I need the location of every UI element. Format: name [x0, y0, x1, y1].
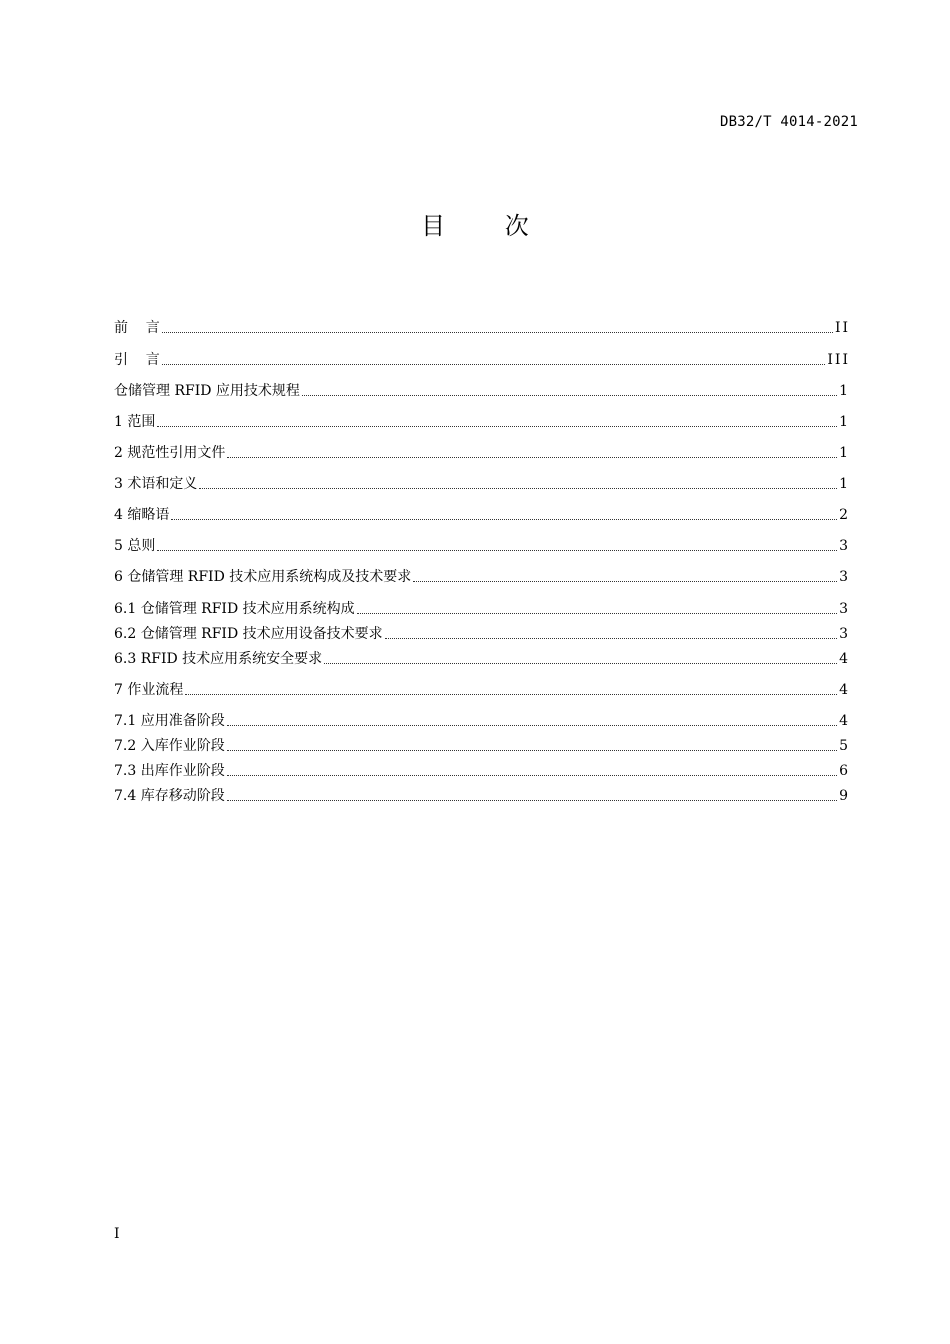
- toc-entry-document-title[interactable]: [114, 379, 850, 401]
- dot-leader: [357, 612, 837, 614]
- toc-entry-page: 1: [839, 476, 850, 492]
- dot-leader: [171, 518, 837, 520]
- dot-leader: [227, 749, 837, 751]
- dot-leader: [227, 456, 837, 458]
- toc-entry-section-6-1[interactable]: [114, 597, 850, 619]
- toc-entry-page: 4: [839, 651, 850, 667]
- dot-leader: [157, 549, 837, 551]
- toc-entry-label: 5 总则: [114, 538, 156, 554]
- toc-entry-label: 7.1 应用准备阶段: [114, 713, 225, 729]
- toc-entry-section-6-2[interactable]: [114, 622, 850, 644]
- toc-entry-label: 6 仓储管理 RFID 技术应用系统构成及技术要求: [114, 569, 412, 585]
- toc-entry-page: 9: [839, 788, 850, 804]
- page-number: I: [114, 1226, 120, 1242]
- toc-entry-section-5[interactable]: [114, 534, 850, 556]
- dot-leader: [162, 331, 833, 333]
- toc-entry-page: 3: [839, 626, 850, 642]
- toc-entry-label: 6.3 RFID 技术应用系统安全要求: [114, 651, 323, 667]
- toc-entry-section-4[interactable]: [114, 503, 850, 525]
- toc-entry-label: 引 言: [114, 352, 160, 368]
- toc-entry-label: 6.2 仓储管理 RFID 技术应用设备技术要求: [114, 626, 383, 642]
- toc-entry-page: 1: [839, 414, 850, 430]
- toc-entry-section-6[interactable]: [114, 565, 850, 587]
- toc-entry-page: 3: [839, 569, 850, 585]
- toc-entry-label: 仓储管理 RFID 应用技术规程: [114, 383, 300, 399]
- toc-entry-label: 4 缩略语: [114, 507, 170, 523]
- dot-leader: [413, 580, 837, 582]
- toc-entry-section-7-4[interactable]: [114, 784, 850, 806]
- dot-leader: [324, 662, 837, 664]
- dot-leader: [227, 774, 837, 776]
- document-code: DB32/T 4014-2021: [719, 114, 858, 130]
- toc-entry-section-7-1[interactable]: [114, 709, 850, 731]
- dot-leader: [385, 637, 837, 639]
- page-title: 目 次: [421, 212, 555, 240]
- toc-entry-introduction[interactable]: [114, 348, 850, 370]
- toc-entry-page: 1: [839, 445, 850, 461]
- toc-entry-section-7-2[interactable]: [114, 734, 850, 756]
- toc-entry-page: 3: [839, 538, 850, 554]
- toc-entry-page: 1: [839, 383, 850, 399]
- toc-entry-label: 7.3 出库作业阶段: [114, 763, 225, 779]
- toc-entry-label: 6.1 仓储管理 RFID 技术应用系统构成: [114, 601, 355, 617]
- dot-leader: [227, 799, 837, 801]
- toc-entry-section-2[interactable]: [114, 441, 850, 463]
- toc-entry-page: III: [827, 352, 850, 368]
- toc-entry-label: 7 作业流程: [114, 682, 184, 698]
- toc-entry-page: 3: [839, 601, 850, 617]
- toc-entry-section-1[interactable]: [114, 410, 850, 432]
- toc-entry-page: 4: [839, 713, 850, 729]
- toc-entry-page: 2: [839, 507, 850, 523]
- toc-entry-section-7[interactable]: [114, 678, 850, 700]
- dot-leader: [157, 425, 837, 427]
- toc-entry-page: II: [834, 320, 850, 336]
- dot-leader: [302, 394, 837, 396]
- toc-entry-label: 7.2 入库作业阶段: [114, 738, 225, 754]
- toc-entry-section-6-3[interactable]: [114, 647, 850, 669]
- toc-entry-page: 5: [839, 738, 850, 754]
- toc-entry-label: 1 范围: [114, 414, 156, 430]
- dot-leader: [227, 724, 837, 726]
- toc-entry-section-3[interactable]: [114, 472, 850, 494]
- dot-leader: [185, 693, 837, 695]
- toc-entry-foreword[interactable]: [114, 316, 850, 338]
- toc-entry-label: 2 规范性引用文件: [114, 445, 226, 461]
- dot-leader: [162, 363, 826, 365]
- toc-entry-page: 4: [839, 682, 850, 698]
- toc-entry-label: 3 术语和定义: [114, 476, 198, 492]
- toc-entry-section-7-3[interactable]: [114, 759, 850, 781]
- toc-entry-label: 前 言: [114, 320, 160, 336]
- dot-leader: [199, 487, 837, 489]
- toc-entry-label: 7.4 库存移动阶段: [114, 788, 225, 804]
- toc-entry-page: 6: [839, 763, 850, 779]
